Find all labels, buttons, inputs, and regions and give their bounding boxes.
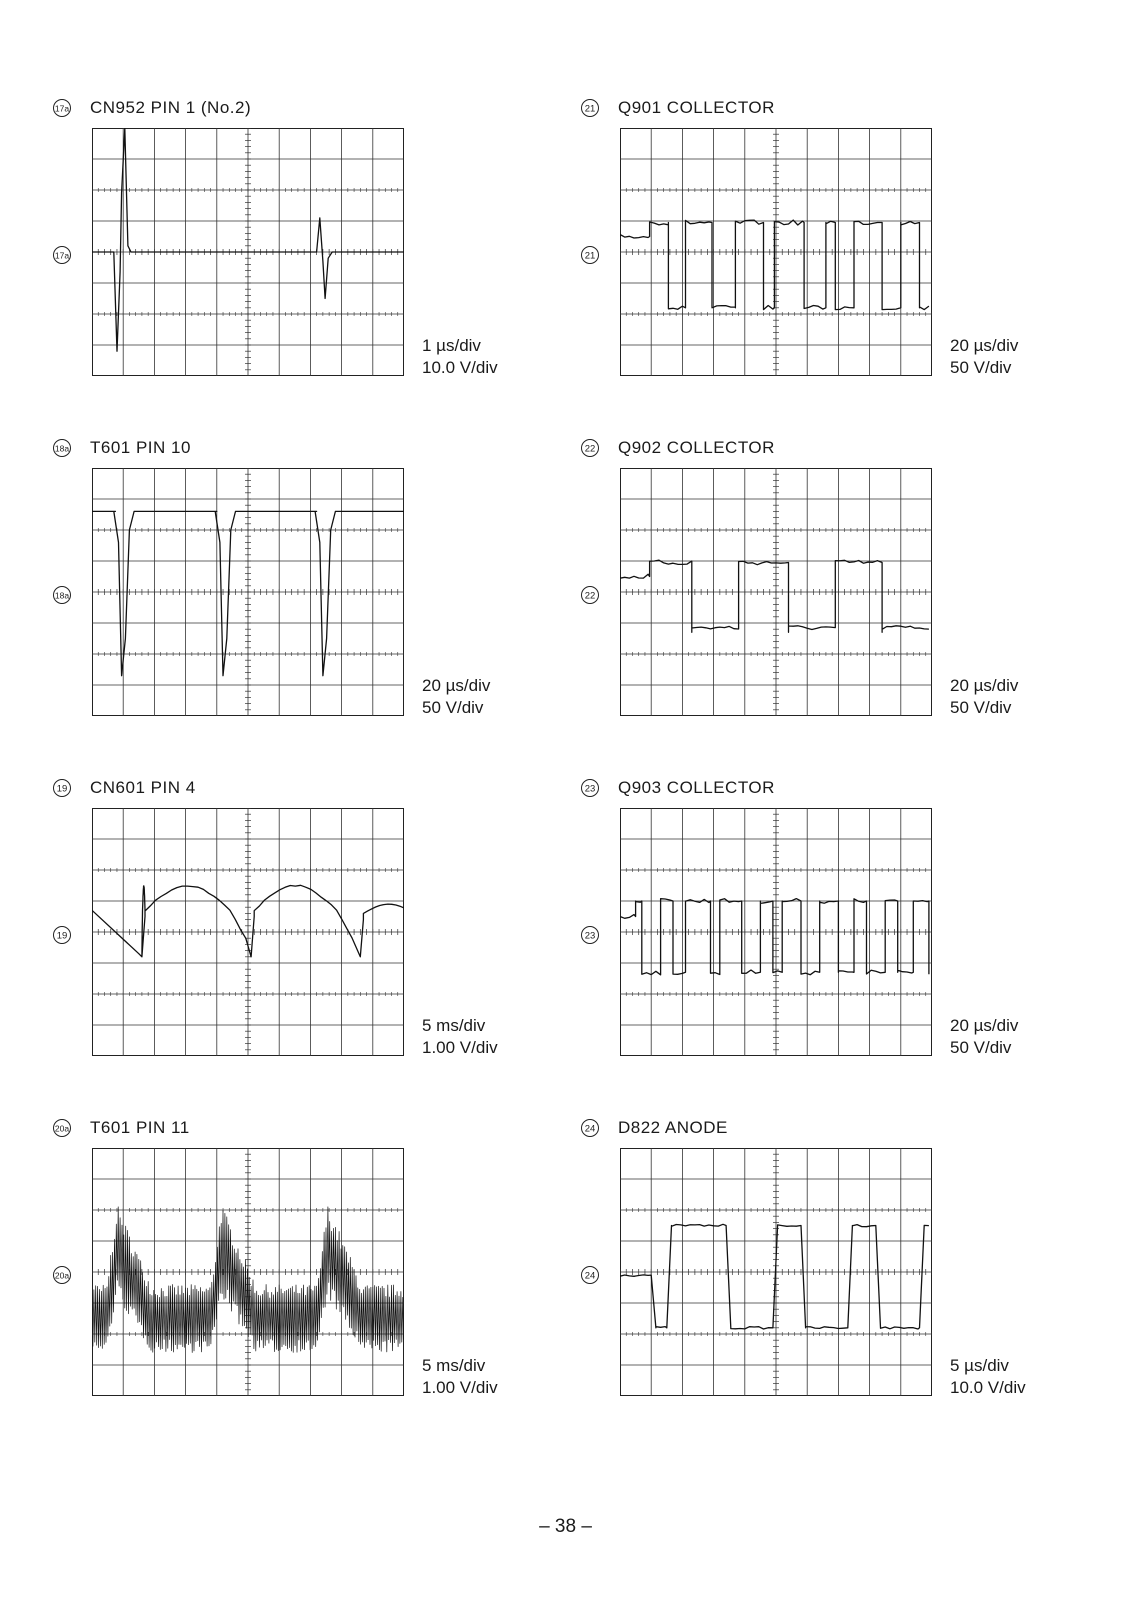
panel-24 xyxy=(580,1118,1040,1418)
panel-22 xyxy=(580,438,1040,738)
scope-settings xyxy=(422,335,498,379)
scope-settings xyxy=(422,1015,498,1059)
svg-text:20a: 20a xyxy=(54,1270,70,1281)
waveform-trace xyxy=(620,1224,929,1329)
volt-per-div: 50 V/div xyxy=(950,698,1012,717)
svg-text:23: 23 xyxy=(584,930,596,942)
volt-per-div: 50 V/div xyxy=(950,1038,1012,1057)
scope-settings xyxy=(950,1355,1026,1399)
panel-title: CN952 PIN 1 (No.2) xyxy=(90,98,252,117)
marker-24-icon xyxy=(580,1118,600,1138)
oscilloscope-screen xyxy=(620,468,932,716)
volt-per-div: 10.0 V/div xyxy=(422,358,498,377)
oscilloscope-screen xyxy=(620,808,932,1056)
oscilloscope-screen xyxy=(92,468,404,716)
panel-title: Q902 COLLECTOR xyxy=(618,438,775,457)
marker-21-icon xyxy=(580,98,600,118)
scope-settings xyxy=(422,675,490,719)
svg-text:24: 24 xyxy=(584,1123,596,1135)
marker-19-trace-icon xyxy=(52,925,72,945)
marker-17a-icon xyxy=(52,98,72,118)
panel-title: T601 PIN 11 xyxy=(90,1118,190,1137)
marker-19-icon xyxy=(52,778,72,798)
volt-per-div: 50 V/div xyxy=(950,358,1012,377)
time-per-div: 5 ms/div xyxy=(422,1356,486,1375)
svg-text:21: 21 xyxy=(584,103,596,115)
time-per-div: 1 µs/div xyxy=(422,336,481,355)
svg-text:18a: 18a xyxy=(54,443,70,454)
oscilloscope-screen xyxy=(92,128,404,376)
marker-20a-icon xyxy=(52,1118,72,1138)
marker-24-trace-icon xyxy=(580,1265,600,1285)
svg-text:22: 22 xyxy=(584,590,596,602)
svg-text:18a: 18a xyxy=(54,590,70,601)
svg-text:21: 21 xyxy=(584,250,596,262)
panel-17a xyxy=(52,98,512,398)
time-per-div: 20 µs/div xyxy=(950,1016,1019,1035)
time-per-div: 20 µs/div xyxy=(422,676,491,695)
panel-title: D822 ANODE xyxy=(618,1118,728,1137)
svg-text:24: 24 xyxy=(584,1270,596,1282)
oscilloscope-screen xyxy=(92,808,404,1056)
panel-title: T601 PIN 10 xyxy=(90,438,191,457)
scope-settings xyxy=(950,335,1018,379)
panel-23 xyxy=(580,778,1040,1078)
oscilloscope-screen xyxy=(92,1148,404,1396)
marker-22-icon xyxy=(580,438,600,458)
svg-text:23: 23 xyxy=(584,783,596,795)
scope-settings xyxy=(950,675,1018,719)
svg-text:20a: 20a xyxy=(54,1123,70,1134)
svg-text:19: 19 xyxy=(56,783,68,795)
waveform-trace xyxy=(620,220,929,310)
volt-per-div: 1.00 V/div xyxy=(422,1038,498,1057)
marker-23-icon xyxy=(580,778,600,798)
scope-settings xyxy=(950,1015,1018,1059)
svg-text:22: 22 xyxy=(584,443,596,455)
panel-19 xyxy=(52,778,512,1078)
scope-settings xyxy=(422,1355,498,1399)
oscilloscope-screen xyxy=(620,128,932,376)
marker-20a-trace-icon xyxy=(52,1265,72,1285)
waveform-trace xyxy=(620,560,929,632)
panel-18a xyxy=(52,438,512,738)
time-per-div: 5 ms/div xyxy=(422,1016,486,1035)
panel-title: Q903 COLLECTOR xyxy=(618,778,775,797)
svg-text:17a: 17a xyxy=(54,250,70,261)
oscilloscope-screen xyxy=(620,1148,932,1396)
panel-21 xyxy=(580,98,1040,398)
time-per-div: 20 µs/div xyxy=(950,336,1019,355)
marker-21-trace-icon xyxy=(580,245,600,265)
time-per-div: 5 µs/div xyxy=(950,1356,1009,1375)
volt-per-div: 10.0 V/div xyxy=(950,1378,1026,1397)
marker-22-trace-icon xyxy=(580,585,600,605)
panel-title: CN601 PIN 4 xyxy=(90,778,196,797)
panel-20a xyxy=(52,1118,512,1418)
marker-17a-trace-icon xyxy=(52,245,72,265)
page-number: – 38 – xyxy=(539,1516,592,1537)
marker-23-trace-icon xyxy=(580,925,600,945)
volt-per-div: 50 V/div xyxy=(422,698,484,717)
time-per-div: 20 µs/div xyxy=(950,676,1019,695)
marker-18a-trace-icon xyxy=(52,585,72,605)
svg-text:19: 19 xyxy=(56,930,68,942)
panel-title: Q901 COLLECTOR xyxy=(618,98,775,117)
marker-18a-icon xyxy=(52,438,72,458)
marker-17a-label: 17a xyxy=(54,103,70,114)
volt-per-div: 1.00 V/div xyxy=(422,1378,498,1397)
